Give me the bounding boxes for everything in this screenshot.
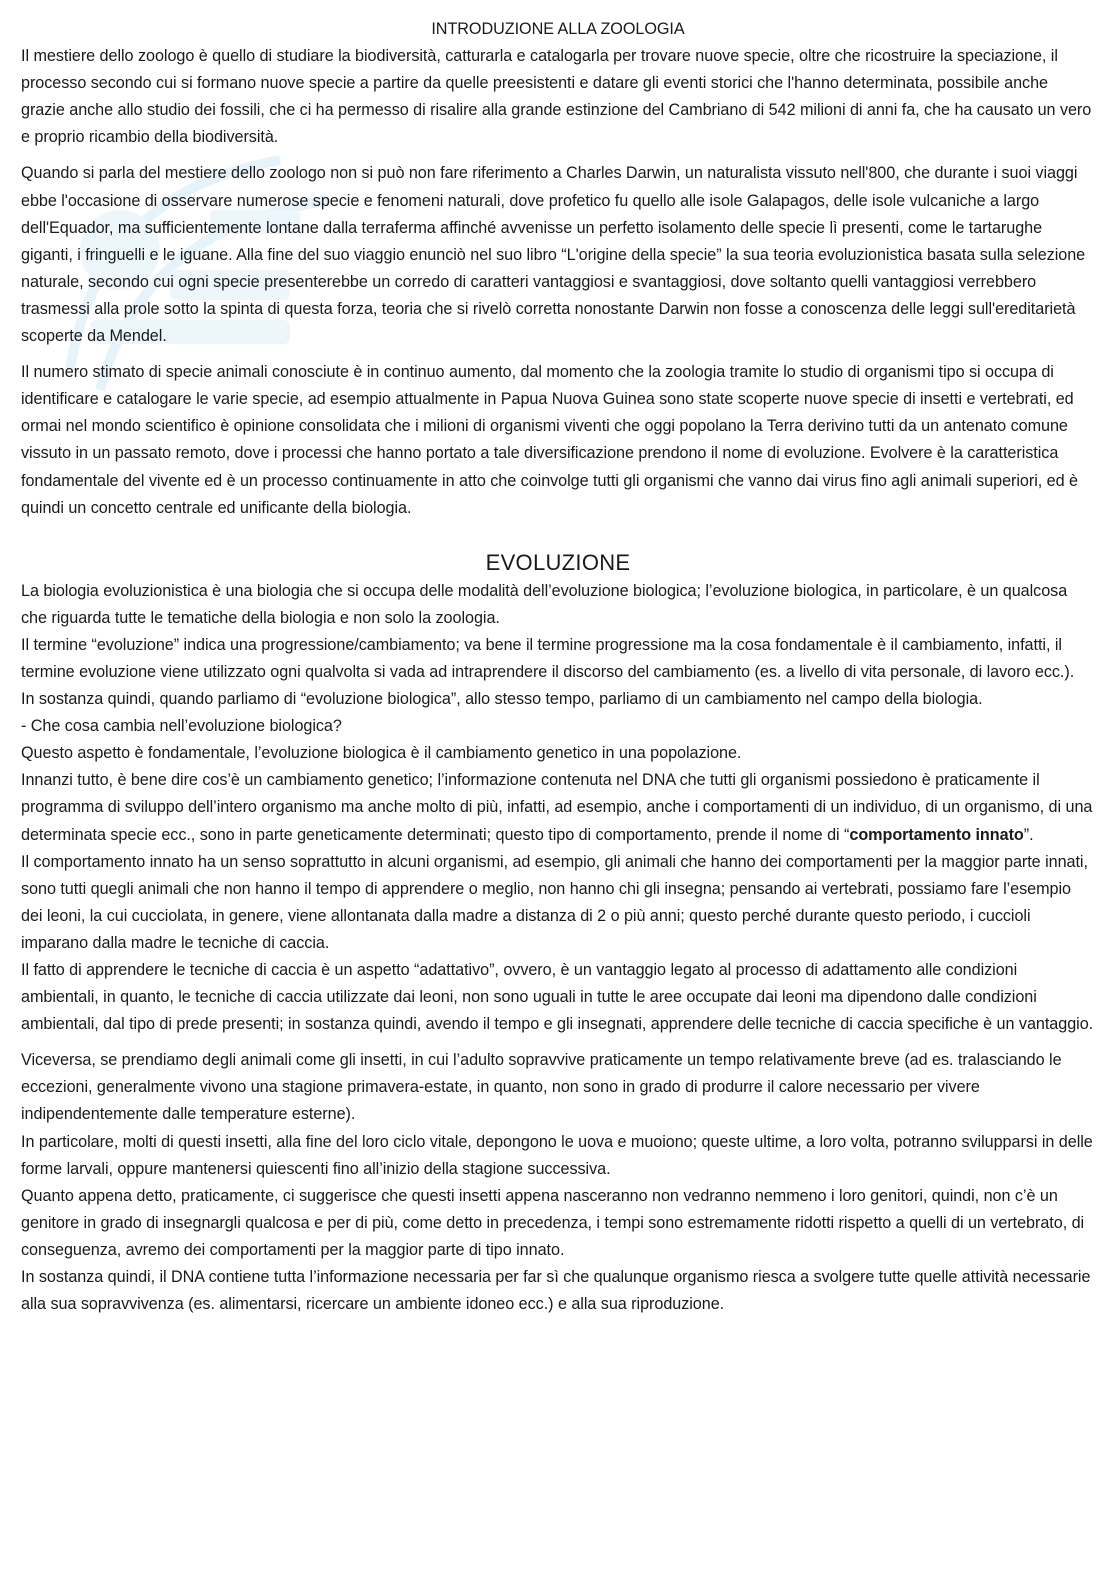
evoluzione-paragraph-3: In sostanza quindi, quando parliamo di “evoluzione biologica”, allo stesso tempo, parliamo di un cambiamento nel campo della biologia. xyxy=(21,690,983,709)
evoluzione-paragraph-4: Questo aspetto è fondamentale, l’evoluzione biologica è il cambiamento genetico in una popolazione. xyxy=(21,744,742,763)
intro-paragraph-2: Quando si parla del mestiere dello zoologo non si può non fare riferimento a Charles Darwin, un naturalista vissuto nell'800, che durante i suoi viaggi ebbe l'occasione di osservare numerose specie e fenomeni naturali, dove profetico fu quello alle isole Galapagos, delle isole vulcaniche a largo dell'Equador, ma sufficientemente lontane dalla terraferma affinché avvenisse un perfetto isolamento delle specie lì presenti, come le tartarughe giganti, i fringuelli e le iguane. Alla fine del suo viaggio enunciò nel suo libro “L'origine della specie” la sua teoria evoluzionistica basata sulla selezione naturale, secondo cui ogni specie presenterebbe un corredo di caratteri vantaggiosi e svantaggiosi, dove soltanto quelli vantaggiosi verrebbero trasmessi alla prole sotto la spinta di questa forza, teoria che si rivelò corretta nonostante Darwin non fosse a conoscenza delle leggi sull'ereditarietà scoperte da Mendel. xyxy=(21,164,1086,346)
intro-paragraph-1: Il mestiere dello zoologo è quello di studiare la biodiversità, catturarla e catalogarla per trovare nuove specie, oltre che ricostruire la speciazione, il processo secondo cui si formano nuove specie a partire da quelle preesistenti e datare gli eventi storici che l'hanno determinata, possibile anche grazie anche allo studio dei fossili, che ci ha permesso di risalire alla grande estinzione del Cambriano di 542 milioni di anni fa, che ha causato un vero e proprio ricambio della biodiversità. xyxy=(21,47,1092,147)
evoluzione-paragraph-1: La biologia evoluzionistica è una biologia che si occupa delle modalità dell’evoluzione biologica; l’evoluzione biologica, in particolare, è un qualcosa che riguarda tutte le tematiche della biologia e non solo la zoologia. xyxy=(21,581,1068,627)
paragraph-text: Innanzi tutto, è bene dire cos’è un cambiamento genetico; l’informazione contenuta nel DNA che tutti gli organismi possiedono è praticamente il programma di sviluppo dell’intero organismo ma anche molto di più, infatti, ad esempio, anche i comportamenti di un individuo, di un organismo, di una determinata specie ecc., sono in parte geneticamente determinati; questo tipo di comportamento, prende il nome di “ xyxy=(21,771,1093,844)
evoluzione-paragraph-9: In particolare, molti di questi insetti, alla fine del loro ciclo vitale, depongono le uova e muoiono; queste ultime, a loro volta, potranno svilupparsi in delle forme larvali, oppure mantenersi quiescenti fino all’inizio della stagione successiva. xyxy=(21,1132,1093,1178)
paragraph-text-end: ”. xyxy=(1023,825,1034,844)
evoluzione-paragraph-6: Il comportamento innato ha un senso soprattutto in alcuni organismi, ad esempio, gli animali che hanno dei comportamenti per la maggior parte innati, sono tutti quegli animali che non hanno il tempo di apprendere o meglio, non hanno chi gli insegna; pensando ai vertebrati, possiamo fare l’esempio dei leoni, la cui cucciolata, in genere, viene allontanata dalla madre a distanza di 2 o più anni; questo perché durante questo periodo, i cuccioli imparano dalla madre le tecniche di caccia. xyxy=(21,852,1088,952)
evoluzione-paragraph-8: Viceversa, se prendiamo degli animali come gli insetti, in cui l’adulto sopravvive praticamente un tempo relativamente breve (ad es. tralasciando le eccezioni, generalmente vivono una stagione primavera-estate, in quanto, non sono in grado di produrre il calore necessario per vivere indipendentemente dalle temperature esterne). xyxy=(21,1051,1062,1124)
evoluzione-paragraph-11: In sostanza quindi, il DNA contiene tutta l’informazione necessaria per far sì che qualunque organismo riesca a svolgere tutte quelle attività necessarie alla sua sopravvivenza (es. alimentarsi, ricercare un ambiente idoneo ecc.) e alla sua riproduzione. xyxy=(21,1268,1091,1314)
evoluzione-paragraph-7: Il fatto di apprendere le tecniche di caccia è un aspetto “adattativo”, ovvero, è un vantaggio legato al processo di adattamento alle condizioni ambientali, in quanto, le tecniche di caccia utilizzate dai leoni, non sono uguali in tutte le aree occupate dai leoni ma dipendono dalle condizioni ambientali, dal tipo di prede presenti; in sostanza quindi, avendo il tempo e gli insegnati, apprendere delle tecniche di caccia specifiche è un vantaggio. xyxy=(21,961,1094,1034)
document-content xyxy=(21,16,1095,1318)
evoluzione-paragraph-2: Il termine “evoluzione” indica una progressione/cambiamento; va bene il termine progressione ma la cosa fondamentale è il cambiamento, infatti, il termine evoluzione viene utilizzato ogni qualvolta si vada ad intraprendere il discorso del cambiamento (es. a livello di vita personale, di lavoro ecc.). xyxy=(21,635,1075,681)
evoluzione-paragraph-5 xyxy=(21,767,1095,848)
evoluzione-paragraph-10: Quanto appena detto, praticamente, ci suggerisce che questi insetti appena nasceranno non vedranno nemmeno i loro genitori, quindi, non c’è un genitore in grado di insegnargli qualcosa e per di più, come detto in precedenza, i tempi sono estremamente ridotti rispetto a quelli di un vertebrato, di conseguenza, avremo dei comportamenti per la maggior parte di tipo innato. xyxy=(21,1186,1085,1259)
intro-paragraph-3: Il numero stimato di specie animali conosciute è in continuo aumento, dal momento che la zoologia tramite lo studio di organismi tipo si occupa di identificare e catalogare le varie specie, ad esempio attualmente in Papua Nuova Guinea sono state scoperte nuove specie di insetti e vertebrati, ed ormai nel mondo scientifico è opinione consolidata che i milioni di organismi viventi che oggi popolano la Terra derivino tutti da un antenato comune vissuto in un passato remoto, dove i processi che hanno portato a tale diversificazione prendono il nome di evoluzione. Evolvere è la caratteristica fondamentale del vivente ed è un processo continuamente in atto che coinvolge tutti gli organismi che vanno dai virus fino agli animali superiori, ed è quindi un concetto centrale ed unificante della biologia. xyxy=(21,363,1078,517)
evoluzione-question: - Che cosa cambia nell’evoluzione biologica? xyxy=(21,717,342,736)
bold-term-comportamento-innato: comportamento innato xyxy=(849,825,1024,844)
page-title: INTRODUZIONE ALLA ZOOLOGIA xyxy=(431,20,685,38)
section-heading-evoluzione: EVOLUZIONE xyxy=(485,549,631,575)
